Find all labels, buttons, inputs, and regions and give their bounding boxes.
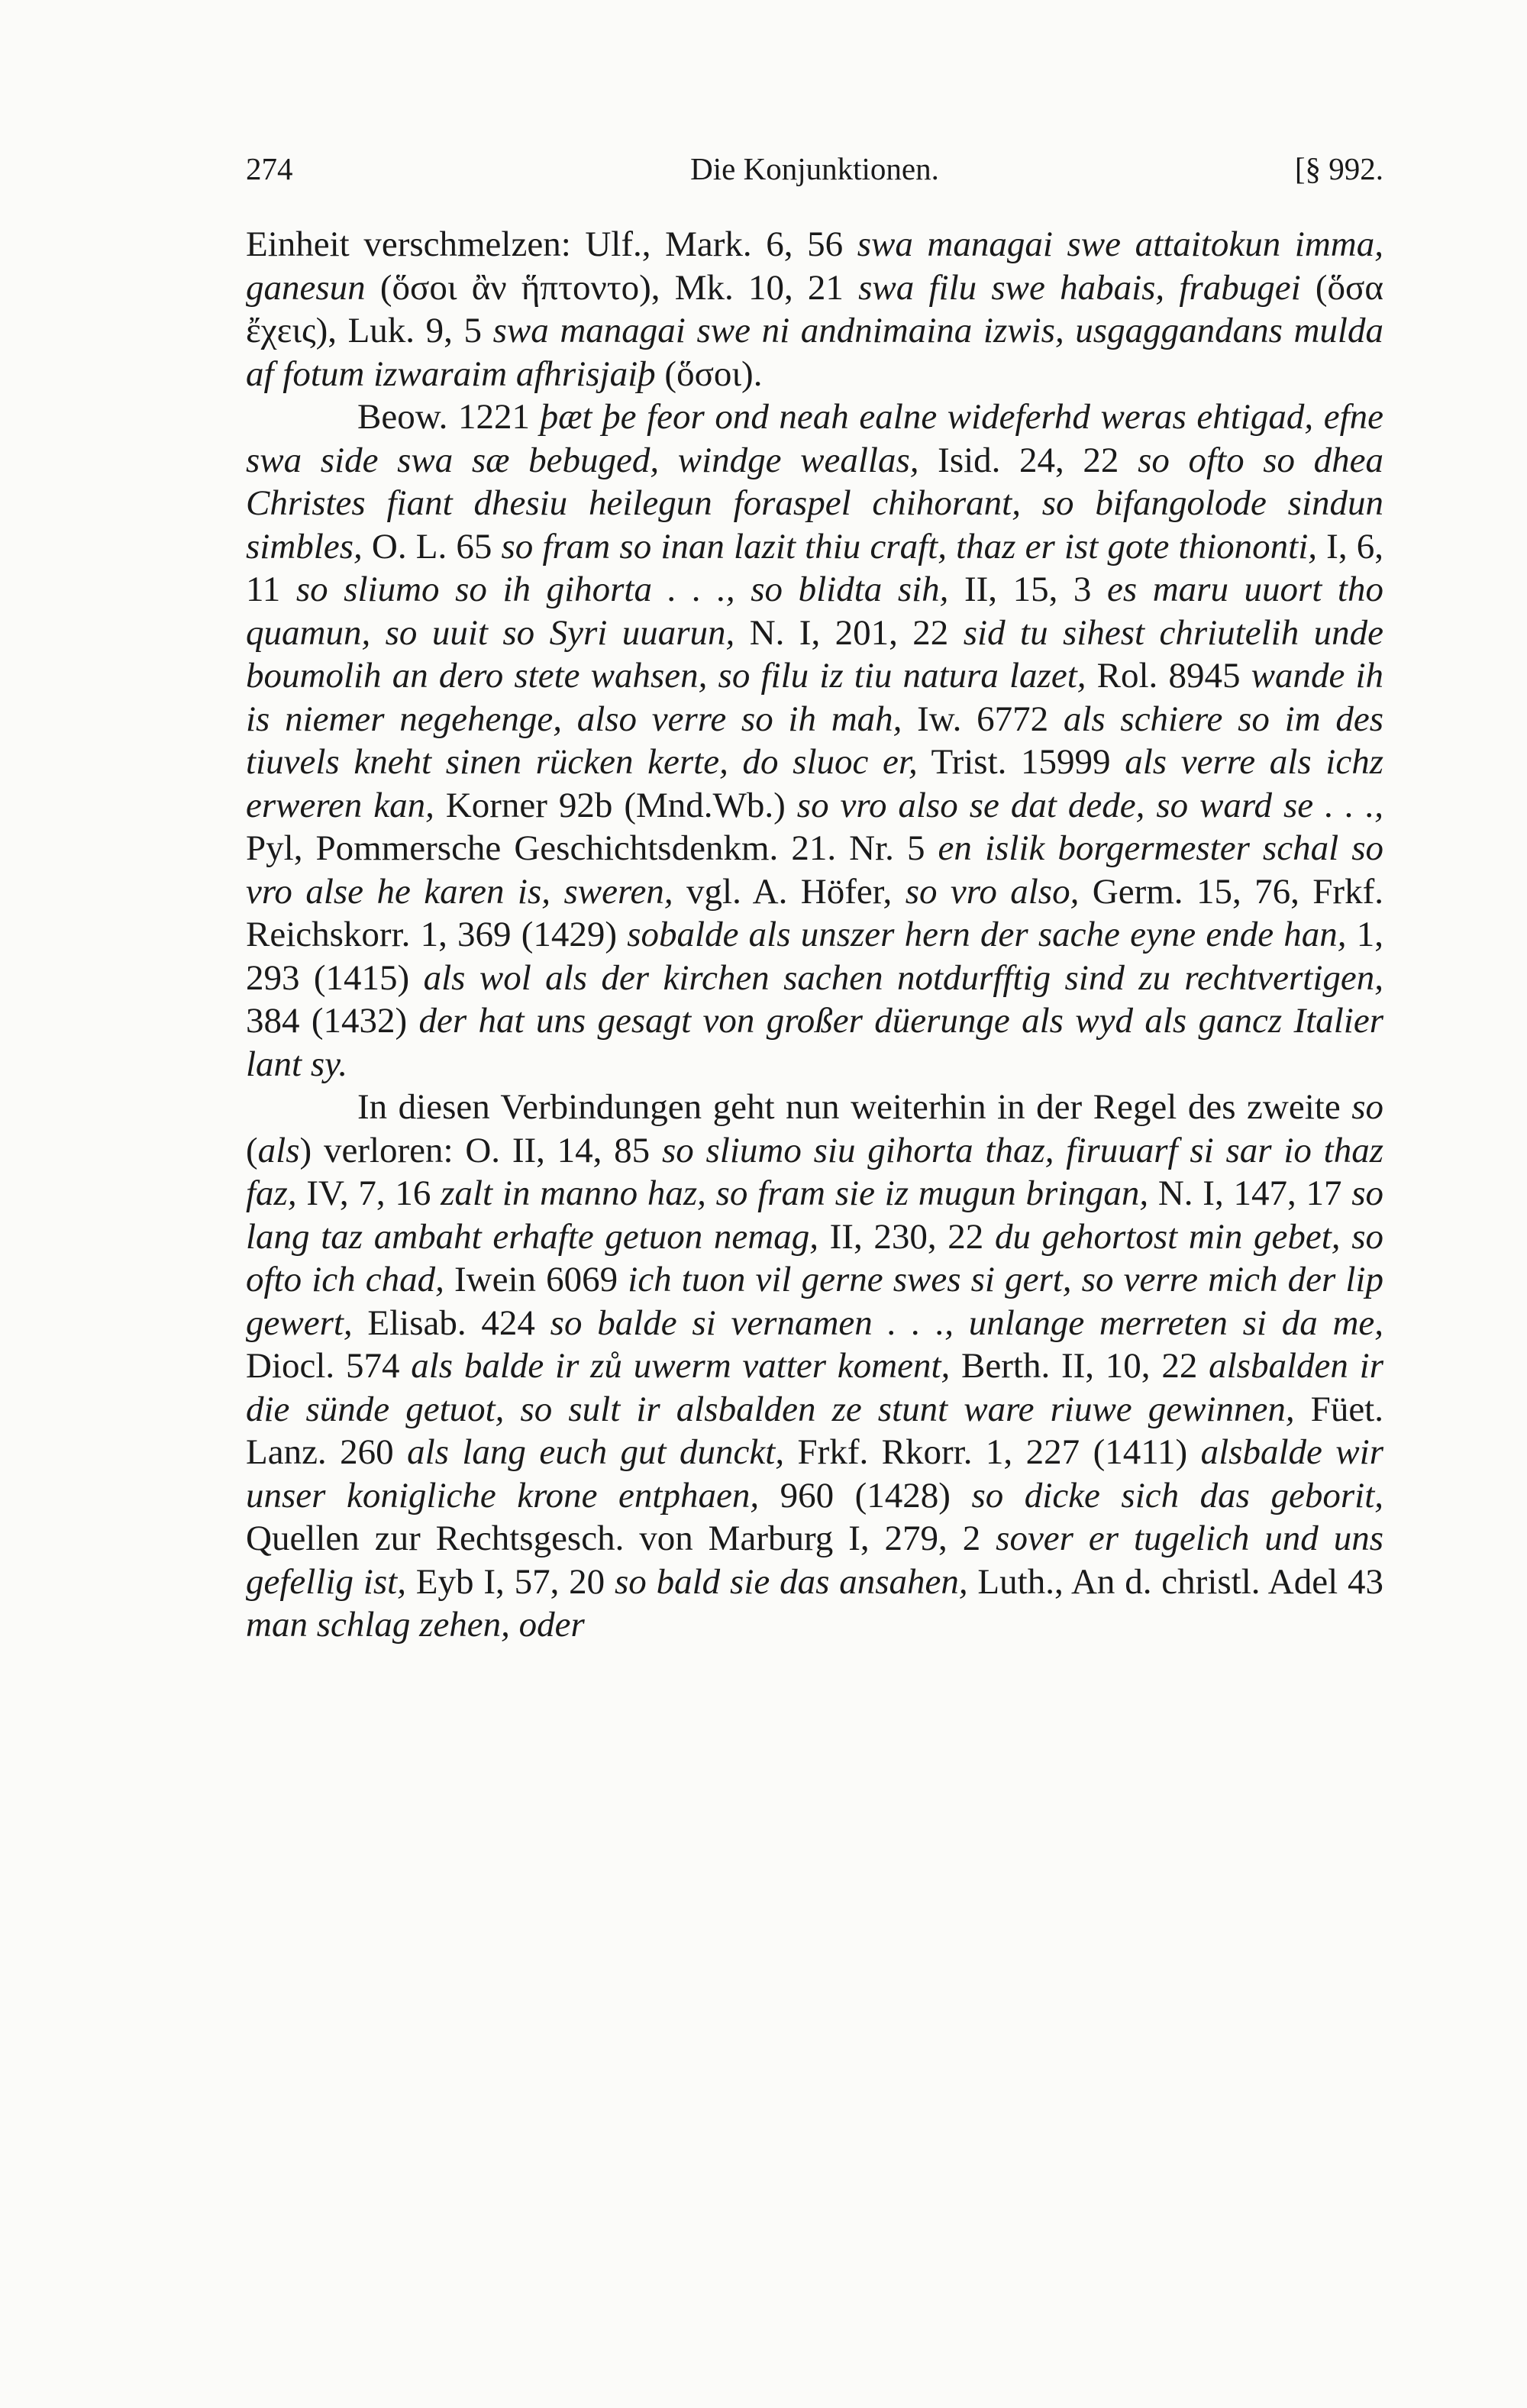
paragraph-text: 960 (1428) xyxy=(759,1475,972,1515)
cited-text: alsbalden ir die sünde getuot, so sult ir alsbalden ze stunt ware riuwe gewinnen, xyxy=(246,1346,1383,1429)
cited-text: sid tu sihest chriutelih unde boumolih an dero stete wahsen, so filu iz tiu natura lazet, xyxy=(246,612,1384,696)
cited-text: als schiere so im des tiuvels kneht sinen rücken kerte, do sluoc er, xyxy=(246,699,1383,782)
paragraph-text: II, 15, 3 xyxy=(948,570,1107,609)
cited-text: ich tuon vil gerne swes si gert, so verre mich der lip gewert, xyxy=(246,1260,1383,1343)
paragraph-text: Diocl. 574 xyxy=(246,1346,412,1386)
paragraph-text: II, 230, 22 xyxy=(818,1216,995,1257)
paragraph-text: (ὅσα ἔχεις), Luk. 9, 5 xyxy=(246,267,1383,350)
cited-text: so balde si vernamen . . ., unlange merreten si da me, xyxy=(550,1302,1383,1343)
cited-text: þæt þe feor ond neah ealne wideferhd weras ehtigad, efne swa side swa sæ bebuged, windge weallas, xyxy=(246,397,1384,480)
paragraph-text: Trist. 15999 xyxy=(917,742,1125,782)
paragraph-text: Berth. II, 10, 22 xyxy=(950,1346,1209,1386)
paragraph-text: 1, 293 (1415) xyxy=(246,915,1383,998)
cited-text: du gehortost min gebet, so ofto ich chad, xyxy=(246,1216,1383,1299)
paragraph-text: Iwein 6069 xyxy=(444,1260,628,1299)
cited-text: als verre als ichz erweren kan, xyxy=(246,742,1383,825)
paragraph xyxy=(246,223,1383,395)
cited-text: so sliumo so ih gihorta . . ., so blidta sih, xyxy=(295,570,949,609)
page-number: 274 xyxy=(246,151,293,186)
running-header xyxy=(246,150,1383,188)
paragraph-text: In diesen Verbindungen geht nun weiterhin in der Regel des zweite xyxy=(357,1087,1352,1127)
cited-text: sover er tugelich und uns gefellig ist, xyxy=(246,1519,1384,1602)
cited-text: so xyxy=(1351,1087,1383,1127)
paragraph-text: Isid. 24, 22 xyxy=(918,440,1138,480)
paragraph-text: Beow. 1221 xyxy=(357,397,541,437)
cited-text: swa managai swe ni andnimaina izwis, usgaggandans mulda af fotum izwaraim afhrisjaiþ xyxy=(246,311,1383,394)
cited-text: so vro also se dat dede, so ward se . . ., xyxy=(796,785,1383,825)
paragraph-text: Rol. 8945 xyxy=(1086,656,1251,696)
paragraph-text: 384 (1432) xyxy=(246,1001,419,1041)
cited-text: wande ih is niemer negehenge, also verre so ih mah, xyxy=(246,656,1383,739)
cited-text: als wol als der kirchen sachen notdurfftig sind zu rechtvertigen, xyxy=(423,957,1383,998)
paragraph-text: IV, 7, 16 xyxy=(296,1173,441,1213)
cited-text: en islik borgermester schal so vro alse he karen is, sweren, xyxy=(246,828,1383,912)
cited-text: der hat uns gesagt von großer düerunge als wyd als gancz Italier lant sy. xyxy=(246,1001,1383,1084)
paragraph-text: Eyb I, 57, 20 xyxy=(405,1561,615,1602)
section-number: [§ 992. xyxy=(1294,151,1383,186)
paragraph-text: (ὅσοι ἂν ἥπτοντο), Mk. 10, 21 xyxy=(365,267,859,308)
cited-text: so vro also, xyxy=(905,871,1080,912)
cited-text: so bald sie das ansahen, xyxy=(615,1561,968,1602)
paragraph-text: Pyl, Pommersche Geschichtsdenkm. 21. Nr. 5 xyxy=(246,828,938,868)
cited-text: swa managai swe attaitokun imma, ganesun xyxy=(246,224,1383,308)
paragraph-text: Füet. Lanz. 260 xyxy=(246,1389,1383,1472)
paragraph-text: N. I, 147, 17 xyxy=(1148,1173,1352,1213)
paragraph-text: O. L. 65 xyxy=(362,526,502,566)
paragraph-text: vgl. A. Höfer, xyxy=(673,871,906,912)
paragraph-text: ( xyxy=(246,1130,258,1170)
cited-text: so lang taz ambaht erhafte getuon nemag, xyxy=(246,1173,1384,1257)
cited-text: sobalde als unszer hern der sache eyne ende han, xyxy=(627,915,1347,954)
body-text xyxy=(246,223,1383,1647)
running-title: Die Konjunktionen. xyxy=(690,151,939,186)
paragraph-text: ) verloren: O. II, 14, 85 xyxy=(299,1130,662,1170)
cited-text: so dicke sich das geborit, xyxy=(971,1475,1383,1515)
cited-text: so ofto so dhea Christes fiant dhesiu heilegun foraspel chihorant, so bifangolode sindun simbles, xyxy=(246,440,1384,566)
cited-text: alsbalde wir unser konigliche krone entphaen, xyxy=(246,1432,1384,1515)
paragraph-text: Korner 92b (Mnd.Wb.) xyxy=(434,785,797,825)
cited-text: man schlag zehen, oder xyxy=(246,1605,585,1645)
cited-text: als lang euch gut dunckt, xyxy=(407,1432,785,1472)
paragraph xyxy=(246,1086,1383,1647)
paragraph-text: Elisab. 424 xyxy=(352,1302,550,1343)
paragraph-text: Frkf. Rkorr. 1, 227 (1411) xyxy=(784,1432,1201,1472)
paragraph xyxy=(246,395,1383,1086)
paragraph-text: I, 6, 11 xyxy=(246,526,1383,609)
cited-text: so fram so inan lazit thiu craft, thaz er ist gote thiononti, xyxy=(501,526,1318,566)
cited-text: swa filu swe habais, frabugei xyxy=(858,267,1301,308)
paragraph-text: Luth., An d. christl. Adel 43 xyxy=(967,1561,1383,1602)
cited-text: so sliumo siu gihorta thaz, firuuarf si sar io thaz faz, xyxy=(246,1130,1383,1213)
paragraph-text: (ὅσοι). xyxy=(655,353,763,394)
paragraph-text: Einheit verschmelzen: Ulf., Mark. 6, 56 xyxy=(246,224,857,264)
cited-text: als balde ir zů uwerm vatter koment, xyxy=(411,1346,951,1386)
paragraph-text: Iw. 6772 xyxy=(902,699,1064,739)
cited-text: zalt in manno haz, so fram sie iz mugun bringan, xyxy=(441,1173,1149,1213)
cited-text: es maru uuort tho quamun, so uuit so Syri uuarun, xyxy=(246,570,1383,653)
paragraph-text: Germ. 15, 76, Frkf. Reichskorr. 1, 369 (1429) xyxy=(246,871,1383,954)
cited-text: als xyxy=(257,1130,300,1170)
paragraph-text: N. I, 201, 22 xyxy=(734,612,964,653)
paragraph-text: Quellen zur Rechtsgesch. von Marburg I, 279, 2 xyxy=(246,1519,996,1558)
